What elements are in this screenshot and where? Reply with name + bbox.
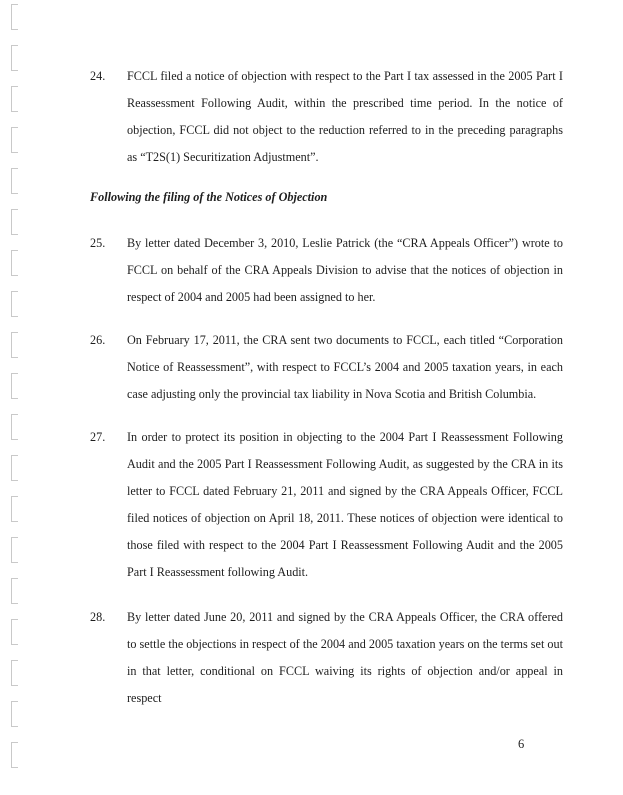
binder-tab bbox=[11, 537, 18, 563]
binder-tab bbox=[11, 250, 18, 276]
binder-tab bbox=[11, 496, 18, 522]
binder-tab bbox=[11, 291, 18, 317]
paragraph-text: On February 17, 2011, the CRA sent two documents to FCCL, each titled “Corporation Notice of Reassessment”, with respect to FCCL’s 2004 and 2005 taxation years, in each case adjusting only the provincial tax liability in Nova Scotia and British Columbia. bbox=[127, 333, 563, 401]
binder-tab bbox=[11, 332, 18, 358]
binder-tab bbox=[11, 127, 18, 153]
paragraph-number: 26. bbox=[90, 333, 106, 347]
section-heading: Following the filing of the Notices of Objection bbox=[90, 190, 328, 204]
paragraph-number: 28. bbox=[90, 610, 106, 624]
paragraph-text: FCCL filed a notice of objection with respect to the Part I tax assessed in the 2005 Part I Reassessment Following Audit, within the prescribed time period. In the notice of objection, FCCL did not object to the reduction referred to in the preceding paragraphs as “T2S(1) Securitization Adjustment”. bbox=[127, 69, 563, 164]
binder-tab bbox=[11, 209, 18, 235]
paragraph-text: By letter dated December 3, 2010, Leslie Patrick (the “CRA Appeals Officer”) wrote to FCCL on behalf of the CRA Appeals Division to advise that the notices of objection in respect of 2004 and 2005 had been assigned to her. bbox=[127, 236, 563, 304]
paragraph-text: In order to protect its position in objecting to the 2004 Part I Reassessment Following Audit and the 2005 Part I Reassessment Following Audit, as suggested by the CRA in its letter to FCCL dated February 21, 2011 and signed by the CRA Appeals Officer, FCCL filed notices of objection on April 18, 2011. These notices of objection were identical to those filed with respect to the 2004 Part I Reassessment Following Audit and the 2005 Part I Reassessment following Audit. bbox=[127, 430, 563, 579]
paragraph-number: 27. bbox=[90, 430, 106, 444]
paragraph-27 bbox=[90, 424, 563, 586]
binder-tab bbox=[11, 45, 18, 71]
paragraph-26 bbox=[90, 327, 563, 408]
binder-tab bbox=[11, 578, 18, 604]
binder-tab bbox=[11, 373, 18, 399]
binder-tab bbox=[11, 742, 18, 768]
binder-tab bbox=[11, 455, 18, 481]
page-number: 6 bbox=[518, 737, 525, 751]
binder-tab bbox=[11, 414, 18, 440]
binder-tab bbox=[11, 86, 18, 112]
paragraph-number: 25. bbox=[90, 236, 106, 250]
binder-tab bbox=[11, 4, 18, 30]
paragraph-25 bbox=[90, 230, 563, 311]
paragraph-24 bbox=[90, 63, 563, 171]
binder-tab bbox=[11, 619, 18, 645]
paragraph-text: By letter dated June 20, 2011 and signed by the CRA Appeals Officer, the CRA offered to settle the objections in respect of the 2004 and 2005 taxation years on the terms set out in that letter, conditional on FCCL waiving its rights of objection and/or appeal in respect bbox=[127, 610, 563, 705]
binder-tab-strip bbox=[11, 4, 18, 783]
binder-tab bbox=[11, 168, 18, 194]
paragraph-28 bbox=[90, 604, 563, 712]
paragraph-number: 24. bbox=[90, 69, 106, 83]
binder-tab bbox=[11, 660, 18, 686]
binder-tab bbox=[11, 701, 18, 727]
